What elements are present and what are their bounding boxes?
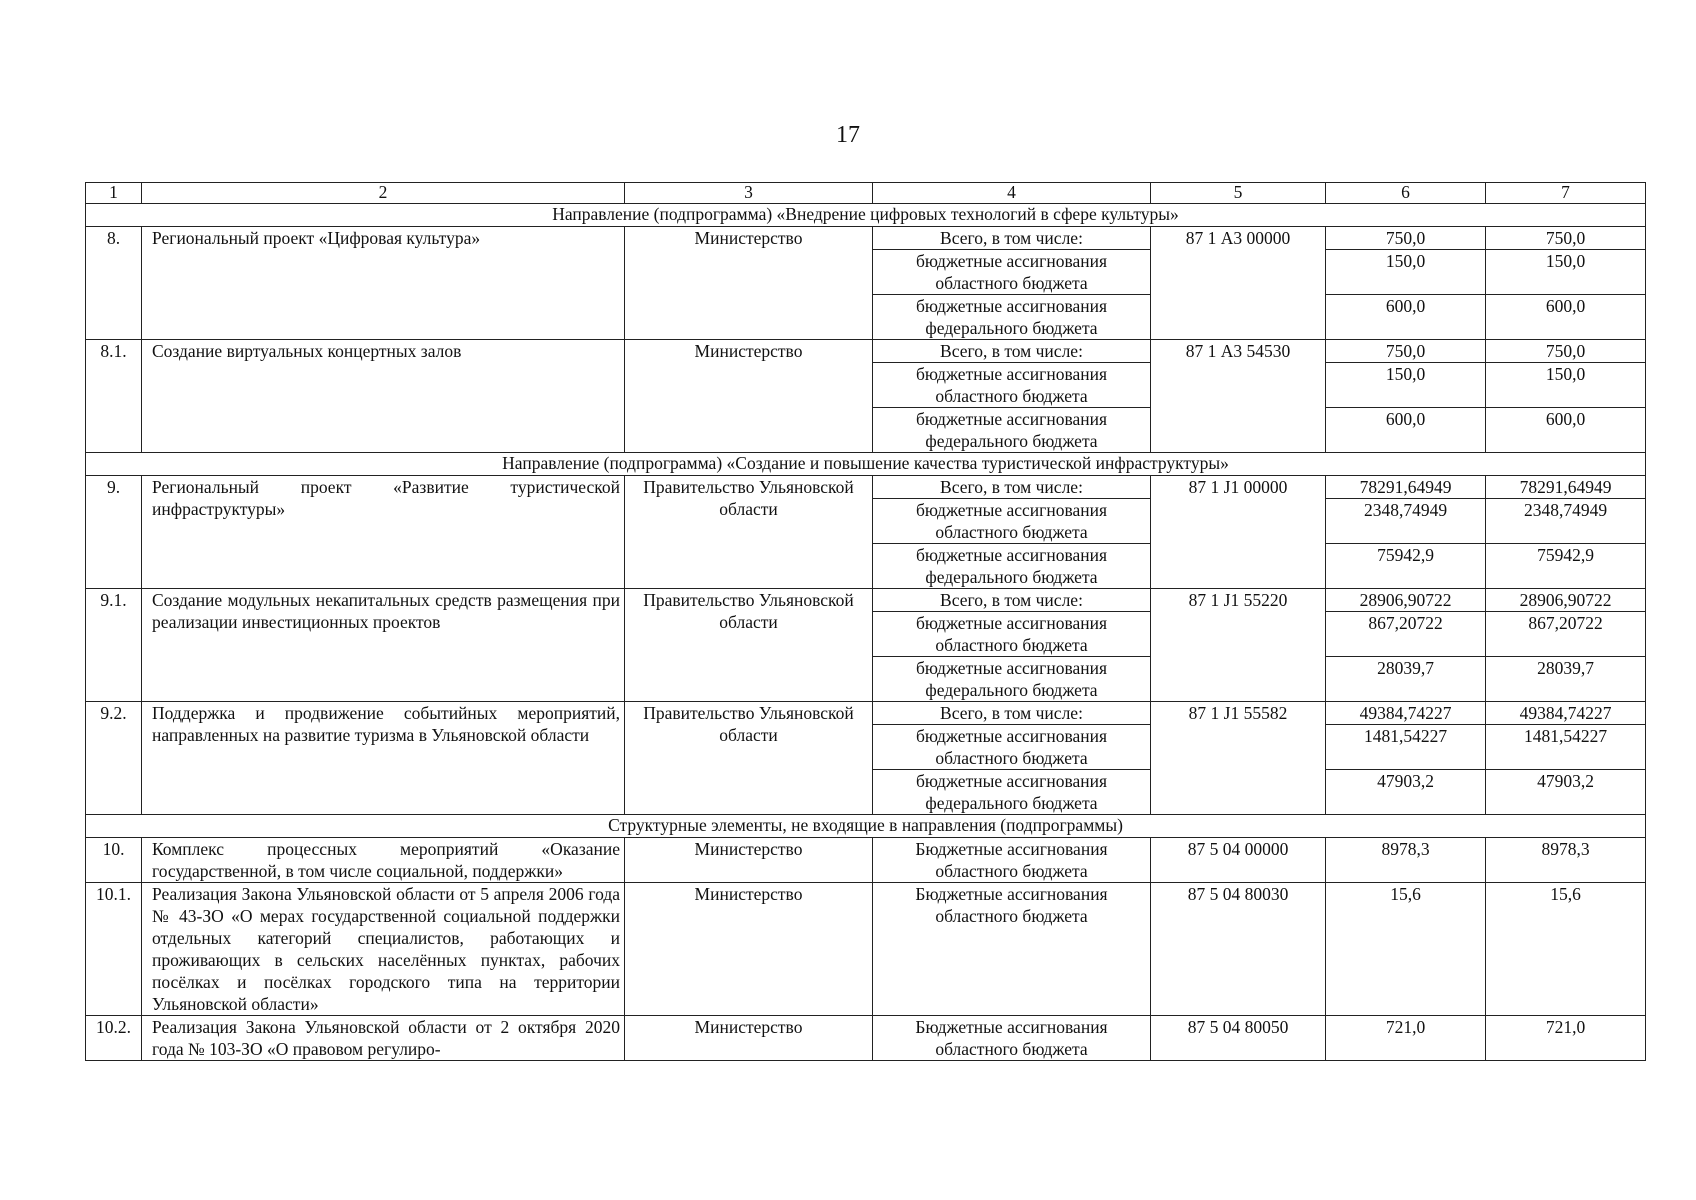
funding-source: Всего, в том числе: xyxy=(873,476,1151,499)
table-row xyxy=(86,702,1646,725)
amount-col6: 150,0 xyxy=(1326,363,1486,408)
section-title: Структурные элементы, не входящие в направления (подпрограммы) xyxy=(86,815,1646,838)
executor: Правительство Ульяновской области xyxy=(625,589,873,702)
amount-col6: 1481,54227 xyxy=(1326,725,1486,770)
funding-source: бюджетные ассигнования федерального бюджета xyxy=(873,408,1151,453)
amount-col6: 750,0 xyxy=(1326,227,1486,250)
funding-source: Бюджетные ассигнования областного бюджета xyxy=(873,1016,1151,1061)
table-row xyxy=(86,589,1646,612)
amount-col6: 721,0 xyxy=(1326,1016,1486,1061)
amount-col7: 600,0 xyxy=(1486,295,1646,340)
funding-source: бюджетные ассигнования федерального бюджета xyxy=(873,770,1151,815)
column-header: 4 xyxy=(873,183,1151,204)
funding-source: Бюджетные ассигнования областного бюджета xyxy=(873,883,1151,1016)
funding-source: Всего, в том числе: xyxy=(873,227,1151,250)
row-number: 10.1. xyxy=(86,883,142,1016)
amount-col6: 49384,74227 xyxy=(1326,702,1486,725)
row-number: 9.2. xyxy=(86,702,142,815)
column-header: 7 xyxy=(1486,183,1646,204)
budget-code: 87 1 J1 55220 xyxy=(1151,589,1326,702)
table-row xyxy=(86,476,1646,499)
amount-col6: 28039,7 xyxy=(1326,657,1486,702)
funding-source: бюджетные ассигнования областного бюджета xyxy=(873,612,1151,657)
column-header: 1 xyxy=(86,183,142,204)
amount-col7: 750,0 xyxy=(1486,340,1646,363)
executor: Министерство xyxy=(625,838,873,883)
row-number: 9. xyxy=(86,476,142,589)
amount-col6: 867,20722 xyxy=(1326,612,1486,657)
funding-source: Всего, в том числе: xyxy=(873,702,1151,725)
amount-col7: 75942,9 xyxy=(1486,544,1646,589)
event-name: Реализация Закона Ульяновской области от 2 октября 2020 года № 103-ЗО «О правовом регулиро- xyxy=(142,1016,625,1061)
budget-code: 87 5 04 80030 xyxy=(1151,883,1326,1016)
amount-col6: 600,0 xyxy=(1326,408,1486,453)
amount-col7: 150,0 xyxy=(1486,250,1646,295)
event-name: Комплекс процессных мероприятий «Оказание государственной, в том числе социальной, поддержки» xyxy=(142,838,625,883)
column-header: 5 xyxy=(1151,183,1326,204)
amount-col7: 2348,74949 xyxy=(1486,499,1646,544)
event-name: Создание модульных некапитальных средств размещения при реализации инвестиционных проектов xyxy=(142,589,625,702)
funding-source: бюджетные ассигнования областного бюджета xyxy=(873,499,1151,544)
amount-col7: 721,0 xyxy=(1486,1016,1646,1061)
column-header: 3 xyxy=(625,183,873,204)
budget-code: 87 5 04 80050 xyxy=(1151,1016,1326,1061)
table-row xyxy=(86,838,1646,883)
funding-source: бюджетные ассигнования федерального бюджета xyxy=(873,544,1151,589)
amount-col6: 150,0 xyxy=(1326,250,1486,295)
amount-col7: 8978,3 xyxy=(1486,838,1646,883)
page-number: 17 xyxy=(836,122,860,148)
amount-col6: 8978,3 xyxy=(1326,838,1486,883)
amount-col6: 750,0 xyxy=(1326,340,1486,363)
executor: Министерство xyxy=(625,883,873,1016)
row-number: 8. xyxy=(86,227,142,340)
amount-col7: 47903,2 xyxy=(1486,770,1646,815)
event-name: Поддержка и продвижение событийных мероприятий, направленных на развитие туризма в Ульяновской области xyxy=(142,702,625,815)
amount-col7: 28906,90722 xyxy=(1486,589,1646,612)
executor: Министерство xyxy=(625,227,873,340)
amount-col7: 867,20722 xyxy=(1486,612,1646,657)
table-row xyxy=(86,227,1646,250)
section-heading-row xyxy=(86,815,1646,838)
budget-code: 87 1 А3 54530 xyxy=(1151,340,1326,453)
row-number: 10.2. xyxy=(86,1016,142,1061)
table-row xyxy=(86,1016,1646,1061)
row-number: 8.1. xyxy=(86,340,142,453)
amount-col6: 600,0 xyxy=(1326,295,1486,340)
section-title: Направление (подпрограмма) «Создание и повышение качества туристической инфраструктуры» xyxy=(86,453,1646,476)
amount-col6: 75942,9 xyxy=(1326,544,1486,589)
funding-source: Всего, в том числе: xyxy=(873,340,1151,363)
budget-code: 87 1 J1 55582 xyxy=(1151,702,1326,815)
funding-source: Всего, в том числе: xyxy=(873,589,1151,612)
section-title: Направление (подпрограмма) «Внедрение цифровых технологий в сфере культуры» xyxy=(86,204,1646,227)
row-number: 10. xyxy=(86,838,142,883)
executor: Правительство Ульяновской области xyxy=(625,476,873,589)
amount-col6: 47903,2 xyxy=(1326,770,1486,815)
executor: Министерство xyxy=(625,1016,873,1061)
executor: Правительство Ульяновской области xyxy=(625,702,873,815)
amount-col6: 28906,90722 xyxy=(1326,589,1486,612)
table-row xyxy=(86,883,1646,1016)
event-name: Создание виртуальных концертных залов xyxy=(142,340,625,453)
amount-col7: 750,0 xyxy=(1486,227,1646,250)
event-name: Региональный проект «Цифровая культура» xyxy=(142,227,625,340)
amount-col6: 2348,74949 xyxy=(1326,499,1486,544)
column-numbers-row xyxy=(86,183,1646,204)
amount-col7: 1481,54227 xyxy=(1486,725,1646,770)
amount-col7: 600,0 xyxy=(1486,408,1646,453)
column-header: 6 xyxy=(1326,183,1486,204)
funding-source: бюджетные ассигнования областного бюджета xyxy=(873,363,1151,408)
executor: Министерство xyxy=(625,340,873,453)
amount-col7: 150,0 xyxy=(1486,363,1646,408)
funding-source: бюджетные ассигнования федерального бюджета xyxy=(873,657,1151,702)
section-heading-row xyxy=(86,204,1646,227)
budget-code: 87 5 04 00000 xyxy=(1151,838,1326,883)
funding-source: Бюджетные ассигнования областного бюджета xyxy=(873,838,1151,883)
section-heading-row xyxy=(86,453,1646,476)
column-header: 2 xyxy=(142,183,625,204)
budget-code: 87 1 А3 00000 xyxy=(1151,227,1326,340)
funding-source: бюджетные ассигнования областного бюджета xyxy=(873,725,1151,770)
amount-col7: 78291,64949 xyxy=(1486,476,1646,499)
amount-col6: 15,6 xyxy=(1326,883,1486,1016)
row-number: 9.1. xyxy=(86,589,142,702)
amount-col7: 28039,7 xyxy=(1486,657,1646,702)
budget-code: 87 1 J1 00000 xyxy=(1151,476,1326,589)
table-row xyxy=(86,340,1646,363)
amount-col6: 78291,64949 xyxy=(1326,476,1486,499)
funding-source: бюджетные ассигнования областного бюджета xyxy=(873,250,1151,295)
funding-source: бюджетные ассигнования федерального бюджета xyxy=(873,295,1151,340)
event-name: Реализация Закона Ульяновской области от 5 апреля 2006 года № 43-ЗО «О мерах государственной социальной поддержки отдельных категорий специалистов, работающих и проживающих в сельских населённых пунктах, рабочих посёлках и посёлках городского типа на территории Ульяновской области» xyxy=(142,883,625,1016)
amount-col7: 49384,74227 xyxy=(1486,702,1646,725)
amount-col7: 15,6 xyxy=(1486,883,1646,1016)
event-name: Региональный проект «Развитие туристической инфраструктуры» xyxy=(142,476,625,589)
budget-table xyxy=(85,182,1646,1061)
